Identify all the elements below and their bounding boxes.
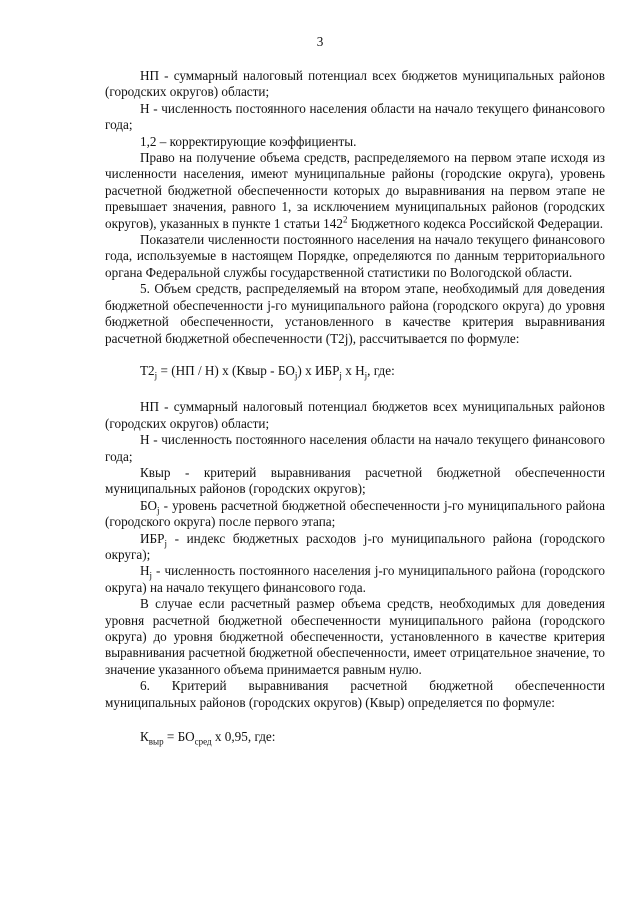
right-to-funds-tail: Бюджетного кодекса Российской Федерации. bbox=[347, 215, 604, 231]
bo-text: - уровень расчетной бюджетной обеспеченности j-го муниципального района (городского округа) после первого этапа; bbox=[105, 497, 605, 530]
ibr-sub-j: j bbox=[164, 538, 167, 549]
coefficients-definition: 1,2 – корректирующие коэффициенты. bbox=[140, 133, 357, 149]
ibr-text: - индекс бюджетных расходов j-го муниципального района (городского округа); bbox=[105, 530, 605, 562]
document-body bbox=[105, 68, 605, 745]
formula-t2-end: , где: bbox=[367, 362, 395, 378]
bo-label: БО bbox=[140, 497, 158, 513]
hj-definition bbox=[105, 563, 605, 596]
n-definition-2: Н - численность постоянного населения области на начало текущего финансового года; bbox=[105, 432, 605, 464]
formula-t2-part1: = (НП / Н) х (Квыр - БО bbox=[157, 362, 295, 378]
h-label: Н bbox=[140, 563, 150, 579]
formula-ibr-sub-j: j bbox=[339, 370, 342, 381]
n-definition: Н - численность постоянного населения области на начало текущего финансового года; bbox=[105, 100, 605, 133]
item-6-paragraph: 6. Критерий выравнивания расчетной бюджетной обеспеченности муниципальных районов (городских округов) (Квыр) определяется по формуле: bbox=[105, 678, 605, 710]
ibr-label: ИБР bbox=[140, 530, 165, 546]
formula-k-symbol: К bbox=[140, 729, 149, 745]
h-text: - численность постоянного населения j-го муниципального района (городского округа) на начало текущего финансового года. bbox=[105, 563, 605, 595]
formula-t2 bbox=[105, 363, 605, 379]
formula-kvyr-eq: = БО bbox=[163, 729, 195, 745]
np-definition-2: НП - суммарный налоговый потенциал бюджетов всех муниципальных районов (городских округов) области; bbox=[105, 399, 605, 431]
formula-kvyr bbox=[105, 729, 605, 745]
formula-t2-part2: ) х ИБР bbox=[297, 362, 340, 378]
item-5-paragraph: 5. Объем средств, распределяемый на втором этапе, необходимый для доведения бюджетной обеспеченности j-го муниципального района (городского округа) до уровня бюджетной обеспеченности, установленного в качестве критерия выравнивания расчетной бюджетной обеспеченности (Т2j), рассчитывается по формуле: bbox=[105, 281, 605, 346]
bo-sub-j: j bbox=[157, 505, 160, 516]
right-to-funds-text: Право на получение объема средств, распределяемого на первом этапе исходя из численности населения, имеют муниципальные районы (городские округа), уровень расчетной бюджетной обеспеченности которых до выравнивания на первом этапе не превышает значения, равного 1, за исключением муниципальных районов (городских округов), указанных в пункте 1 статьи 142 bbox=[105, 150, 605, 231]
negative-value-paragraph: В случае если расчетный размер объема средств, необходимых для доведения уровня расчетной бюджетной обеспеченности муниципального района (городского округа) до уровня бюджетной обеспеченности, установленного в качестве критерия выравнивания расчетной бюджетной обеспеченности, имеет отрицательное значение, то значение указанного объема принимается равным нулю. bbox=[105, 596, 605, 677]
formula-t2-sub-j: j bbox=[154, 370, 158, 381]
population-indicators-paragraph: Показатели численности постоянного населения на начало текущего финансового года, используемые в настоящем Порядке, определяются по данным территориального органа Федеральной службы государственной статистики по Вологодской области. bbox=[105, 232, 605, 280]
page-number: 3 bbox=[316, 34, 324, 49]
formula-t2-part3: х Н bbox=[341, 362, 365, 378]
formula-bo-sub-j: j bbox=[294, 370, 298, 381]
article-superscript: 2 bbox=[342, 214, 348, 225]
formula-bo-sred-sub: сред bbox=[194, 736, 212, 747]
ibr-definition bbox=[105, 531, 605, 564]
h-sub-j: j bbox=[149, 571, 153, 582]
np-definition: НП - суммарный налоговый потенциал всех бюджетов муниципальных районов (городских округов) области; bbox=[105, 68, 605, 100]
formula-h-sub-j: j bbox=[364, 370, 368, 381]
kvyr-definition: Квыр - критерий выравнивания расчетной бюджетной обеспеченности муниципальных районов (городских округов); bbox=[105, 464, 605, 497]
formula-t2-symbol: Т2 bbox=[140, 362, 155, 378]
bo-definition bbox=[105, 498, 605, 531]
formula-k-sub: выр bbox=[148, 736, 164, 747]
right-to-funds-paragraph bbox=[105, 150, 605, 232]
formula-kvyr-end: х 0,95, где: bbox=[211, 729, 276, 745]
